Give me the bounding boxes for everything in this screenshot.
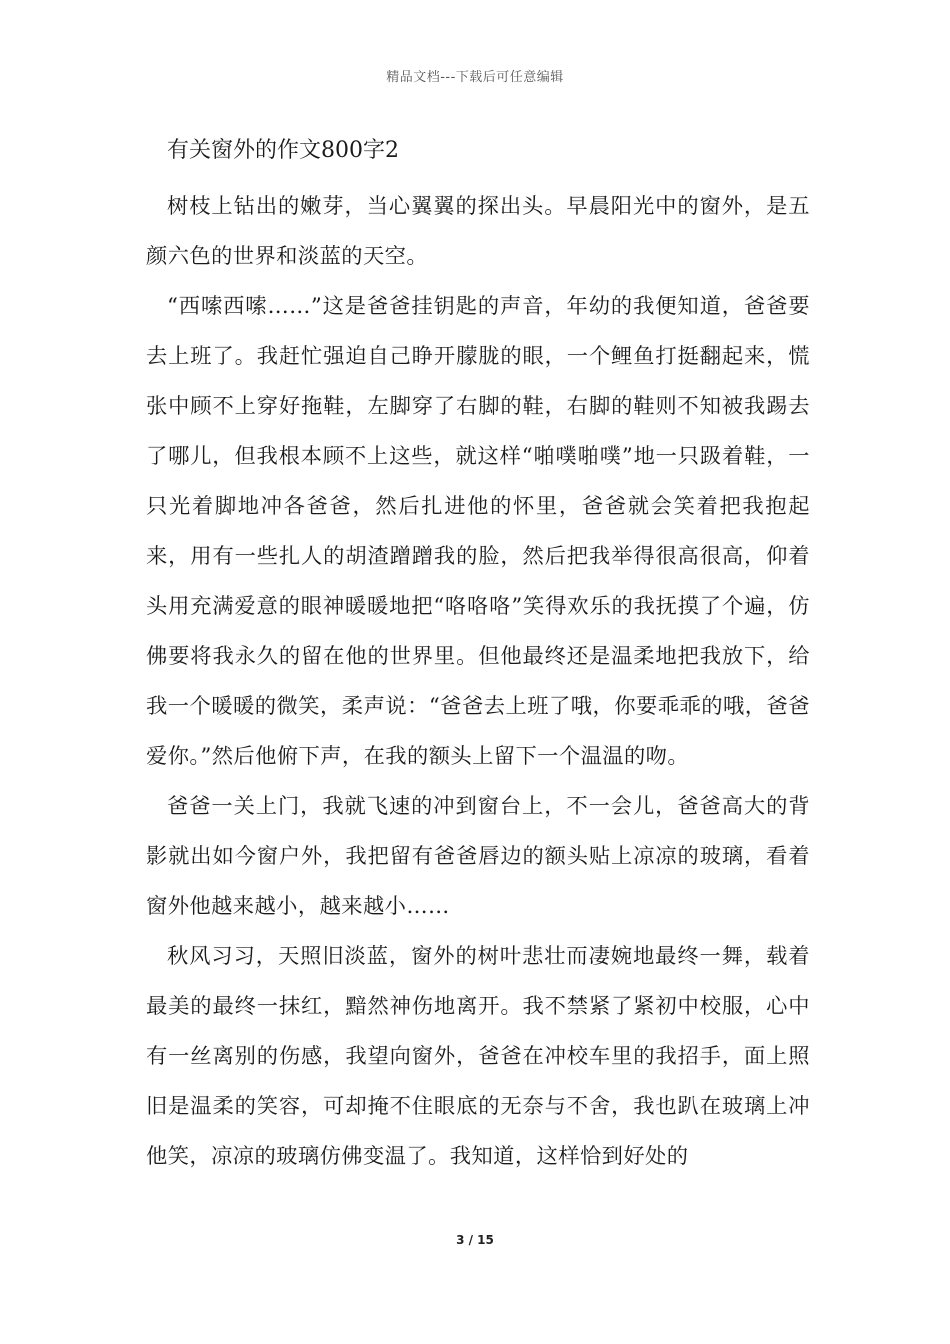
paragraph: 秋风习习，天照旧淡蓝，窗外的树叶悲壮而凄婉地最终一舞，载着最美的最终一抹红，黯然神伤地离开。我不禁紧了紧初中校服，心中有一丝离别的伤感，我望向窗外，爸爸在冲校车里的我招手，面上照旧是温柔的笑容，可却掩不住眼底的无奈与不舍，我也趴在玻璃上冲他笑，凉凉的玻璃仿佛变温了。我知道，这样恰到好处的 (146, 944, 810, 1169)
page-number: 3 / 15 (456, 1233, 494, 1247)
paragraph: 树枝上钻出的嫩芽，当心翼翼的探出头。早晨阳光中的窗外，是五颜六色的世界和淡蓝的天空。 (146, 194, 810, 269)
paragraph: “西嗦西嗦……”这是爸爸挂钥匙的声音，年幼的我便知道，爸爸要去上班了。我赶忙强迫自己睁开朦胧的眼，一个鲤鱼打挺翻起来，慌张中顾不上穿好拖鞋，左脚穿了右脚的鞋，右脚的鞋则不知被我踢去了哪儿，但我根本顾不上这些，就这样“啪噗啪噗”地一只趿着鞋，一只光着脚地冲各爸爸，然后扎进他的怀里，爸爸就会笑着把我抱起来，用有一些扎人的胡渣蹭蹭我的脸，然后把我举得很高很高，仰着头用充满爱意的眼神暖暖地把“咯咯咯”笑得欢乐的我抚摸了个遍，仿佛要将我永久的留在他的世界里。但他最终还是温柔地把我放下，给我一个暖暖的微笑，柔声说：“爸爸去上班了哦，你要乖乖的哦，爸爸爱你。”然后他俯下声，在我的额头上留下一个温温的吻。 (146, 294, 810, 769)
document-title: 有关窗外的作文800字2 (167, 138, 399, 163)
page-header: 精品文档---下载后可任意编辑 (386, 70, 564, 85)
document-body (146, 182, 810, 1182)
paragraph: 爸爸一关上门，我就飞速的冲到窗台上，不一会儿，爸爸高大的背影就出如今窗户外，我把留有爸爸唇边的额头贴上凉凉的玻璃，看着窗外他越来越小，越来越小…… (146, 794, 810, 919)
